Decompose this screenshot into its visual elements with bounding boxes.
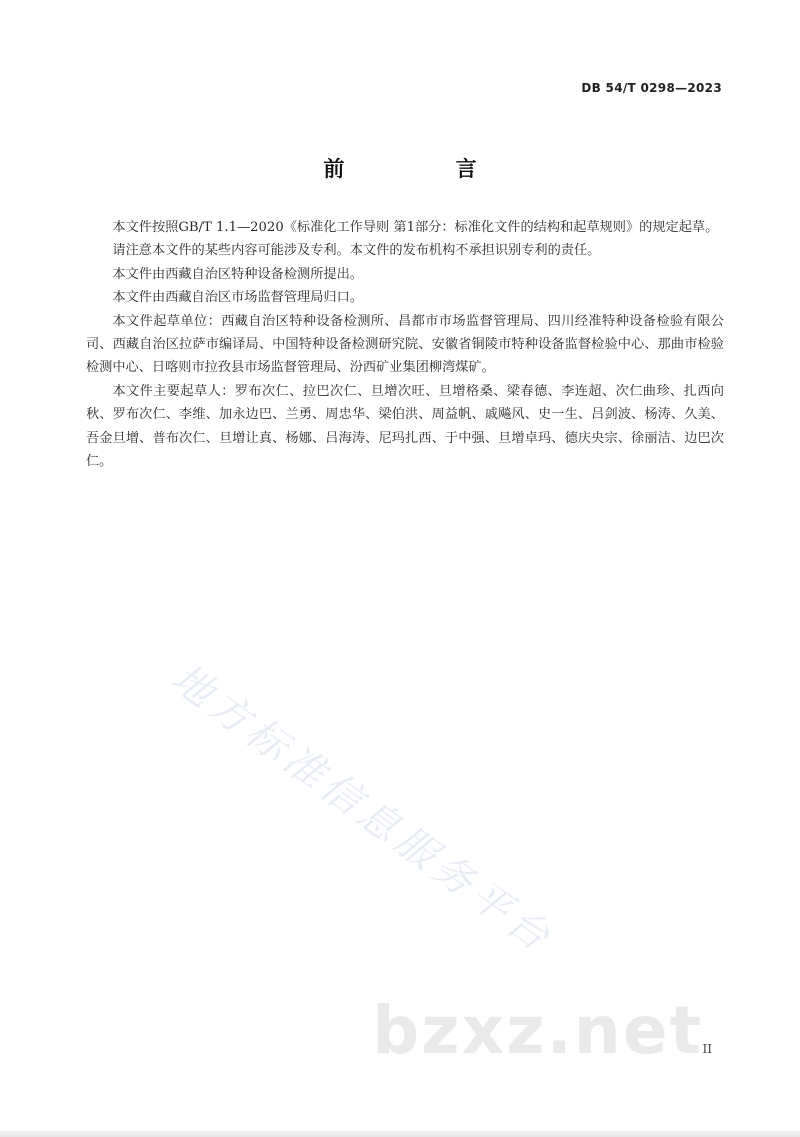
paragraph-drafters: 本文件主要起草人：罗布次仁、拉巴次仁、旦增次旺、旦增格桑、梁春德、李连超、次仁曲珍、扎西向秋、罗布次仁、李维、加永边巴、兰勇、周忠华、梁伯洪、周益帆、戚飚风、史一生、吕剑波、杨涛、久美、吾金旦增、普布次仁、旦增让真、杨娜、吕海涛、尼玛扎西、于中强、旦增卓玛、德庆央宗、徐丽洁、边巴次仁。 [86,383,724,470]
standard-code: DB 54/T 0298—2023 [581,81,722,95]
paragraph-centralized-by: 本文件由西藏自治区市场监督管理局归口。 [112,290,363,306]
paragraph-drafting-rules: 本文件按照GB/T 1.1—2020《标准化工作导则 第1部分：标准化文件的结构和起草规则》的规定起草。 [112,220,719,235]
page-number: II [702,1042,712,1056]
page-title: 前 言 [323,157,529,181]
paragraph-patent-notice: 请注意本文件的某些内容可能涉及专利。本文件的发布机构不承担识别专利的责任。 [112,243,601,259]
foreword-body [86,216,724,473]
page-bottom-edge [0,1131,800,1137]
paragraph-drafting-units: 本文件起草单位：西藏自治区特种设备检测所、昌都市市场监督管理局、四川经准特种设备检验有限公司、西藏自治区拉萨市编译局、中国特种设备检测研究院、安徽省铜陵市特种设备监督检验中心、那曲市检验检测中心、日喀则市拉孜县市场监督管理局、汾西矿业集团柳湾煤矿。 [86,313,724,376]
paragraph-proposer: 本文件由西藏自治区特种设备检测所提出。 [112,266,363,282]
site-logo-watermark: bzxz.net [372,992,704,1069]
watermark-text: 地方标准信息服务平台 [162,655,562,963]
